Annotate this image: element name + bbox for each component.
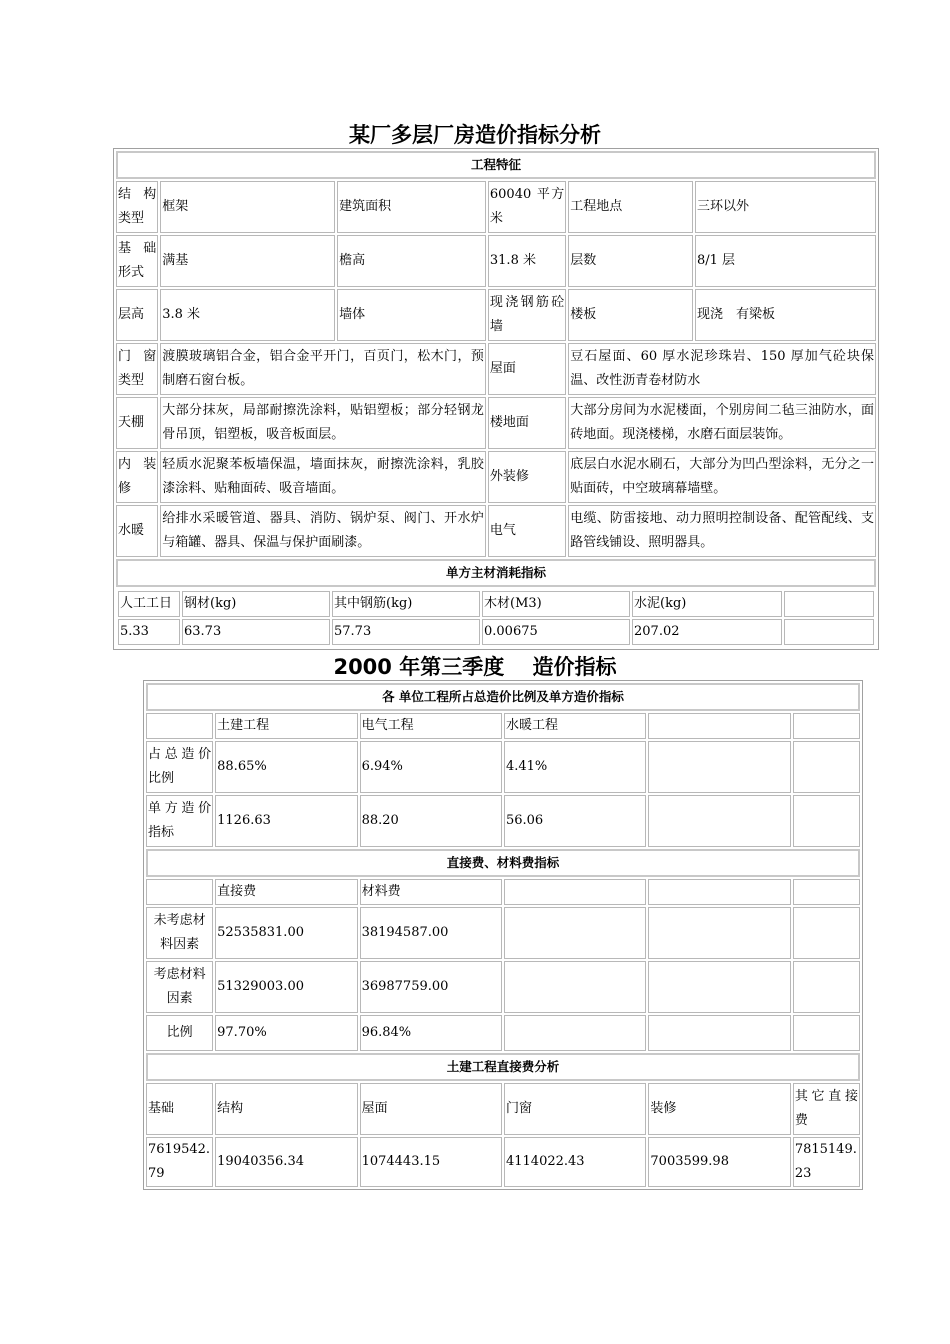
feature-label: 楼地面 bbox=[488, 397, 566, 449]
civil-header-cell: 结构 bbox=[215, 1083, 357, 1135]
materials-header-cell: 木材(M3) bbox=[482, 591, 630, 617]
feature-label: 内装修 bbox=[116, 451, 158, 503]
direct-cell bbox=[648, 1015, 790, 1051]
feature-value: 满基 bbox=[160, 235, 335, 287]
feature-label: 层高 bbox=[116, 289, 158, 341]
feature-value: 现浇钢筋砼墙 bbox=[488, 289, 566, 341]
direct-cell: 36987759.00 bbox=[360, 961, 502, 1013]
civil-value-cell: 1074443.15 bbox=[360, 1137, 502, 1187]
feature-label: 建筑面积 bbox=[337, 181, 486, 233]
materials-value-cell: 63.73 bbox=[182, 619, 330, 645]
section-header-unit: 各 单位工程所占总造价比例及单方造价指标 bbox=[146, 683, 860, 711]
feature-label: 电气 bbox=[488, 505, 566, 557]
materials-value-cell: 57.73 bbox=[332, 619, 480, 645]
materials-header-cell: 人工工日 bbox=[118, 591, 180, 617]
civil-value-cell: 7003599.98 bbox=[648, 1137, 790, 1187]
unit-row-label: 占总造价比例 bbox=[146, 741, 213, 793]
feature-value: 三环以外 bbox=[695, 181, 876, 233]
direct-header-cell bbox=[648, 879, 790, 905]
civil-header-cell: 其它直接费 bbox=[793, 1083, 860, 1135]
feature-value: 大部分抹灰，局部耐擦洗涂料，贴铝塑板；部分轻钢龙骨吊顶，铝塑板，吸音板面层。 bbox=[160, 397, 486, 449]
direct-cell: 38194587.00 bbox=[360, 907, 502, 959]
direct-header-cell bbox=[793, 879, 860, 905]
feature-label: 楼板 bbox=[568, 289, 693, 341]
feature-value: 现浇 有梁板 bbox=[695, 289, 876, 341]
feature-value: 框架 bbox=[160, 181, 335, 233]
section-header-materials: 单方主材消耗指标 bbox=[116, 559, 876, 587]
feature-label: 檐高 bbox=[337, 235, 486, 287]
direct-cell: 52535831.00 bbox=[215, 907, 357, 959]
direct-row-label: 考虑材料因素 bbox=[146, 961, 213, 1013]
feature-label: 外装修 bbox=[488, 451, 566, 503]
materials-header-cell: 钢材(kg) bbox=[182, 591, 330, 617]
unit-cell: 1126.63 bbox=[215, 795, 357, 847]
feature-value: 渡膜玻璃铝合金，铝合金平开门，百页门，松木门，预制磨石窗台板。 bbox=[160, 343, 486, 395]
direct-cell: 97.70% bbox=[215, 1015, 357, 1051]
cost-index-2000-table bbox=[143, 680, 863, 1190]
direct-header-cell: 材料费 bbox=[360, 879, 502, 905]
civil-value-cell: 7815149.23 bbox=[793, 1137, 860, 1187]
unit-cell: 4.41% bbox=[504, 741, 646, 793]
direct-row-label: 未考虑材料因素 bbox=[146, 907, 213, 959]
feature-value: 轻质水泥聚苯板墙保温，墙面抹灰，耐擦洗涂料，乳胶漆涂料、贴釉面砖、吸音墙面。 bbox=[160, 451, 486, 503]
direct-row-label: 比例 bbox=[146, 1015, 213, 1051]
unit-header-cell: 电气工程 bbox=[360, 713, 502, 739]
feature-value: 3.8 米 bbox=[160, 289, 335, 341]
direct-cell bbox=[504, 1015, 646, 1051]
unit-cell: 88.20 bbox=[360, 795, 502, 847]
materials-header-cell: 其中钢筋(kg) bbox=[332, 591, 480, 617]
direct-cell bbox=[793, 961, 860, 1013]
feature-value: 给排水采暖管道、器具、消防、锅炉泵、阀门、开水炉与箱罐、器具、保温与保护面刷漆。 bbox=[160, 505, 486, 557]
materials-table bbox=[116, 589, 876, 647]
cost-index-table bbox=[113, 148, 879, 650]
civil-value-cell: 4114022.43 bbox=[504, 1137, 646, 1187]
feature-label: 天棚 bbox=[116, 397, 158, 449]
materials-value-cell bbox=[784, 619, 874, 645]
unit-header-cell: 土建工程 bbox=[215, 713, 357, 739]
civil-header-cell: 屋面 bbox=[360, 1083, 502, 1135]
direct-cell: 96.84% bbox=[360, 1015, 502, 1051]
feature-value: 60040 平方米 bbox=[488, 181, 566, 233]
feature-value: 大部分房间为水泥楼面，个别房间二毡三油防水，面砖地面。现浇楼梯，水磨石面层装饰。 bbox=[568, 397, 876, 449]
materials-value-cell: 207.02 bbox=[632, 619, 782, 645]
page-title: 某厂多层厂房造价指标分析 bbox=[349, 123, 601, 147]
civil-header-cell: 门窗 bbox=[504, 1083, 646, 1135]
materials-header-cell: 水泥(kg) bbox=[632, 591, 782, 617]
unit-header-cell bbox=[146, 713, 213, 739]
section-header-features: 工程特征 bbox=[116, 151, 876, 179]
unit-cell: 88.65% bbox=[215, 741, 357, 793]
direct-cell bbox=[504, 961, 646, 1013]
unit-header-cell bbox=[648, 713, 790, 739]
direct-cell bbox=[793, 1015, 860, 1051]
direct-cell bbox=[793, 907, 860, 959]
feature-value: 豆石屋面、60 厚水泥珍珠岩、150 厚加气砼块保温、改性沥青卷材防水 bbox=[568, 343, 876, 395]
unit-cell bbox=[648, 741, 790, 793]
direct-header-cell bbox=[504, 879, 646, 905]
feature-value: 31.8 米 bbox=[488, 235, 566, 287]
feature-label: 水暖 bbox=[116, 505, 158, 557]
materials-value-cell: 5.33 bbox=[118, 619, 180, 645]
materials-value-cell: 0.00675 bbox=[482, 619, 630, 645]
section-header-direct: 直接费、材料费指标 bbox=[146, 849, 860, 877]
direct-cell: 51329003.00 bbox=[215, 961, 357, 1013]
direct-cell bbox=[504, 907, 646, 959]
unit-row-label: 单方造价指标 bbox=[146, 795, 213, 847]
feature-label: 层数 bbox=[568, 235, 693, 287]
feature-label: 结构类型 bbox=[116, 181, 158, 233]
unit-header-cell: 水暖工程 bbox=[504, 713, 646, 739]
direct-header-cell: 直接费 bbox=[215, 879, 357, 905]
civil-value-cell: 7619542.79 bbox=[146, 1137, 213, 1187]
direct-cell bbox=[648, 907, 790, 959]
civil-header-cell: 基础 bbox=[146, 1083, 213, 1135]
feature-value: 电缆、防雷接地、动力照明控制设备、配管配线、支路管线铺设、照明器具。 bbox=[568, 505, 876, 557]
feature-label: 基础形式 bbox=[116, 235, 158, 287]
civil-value-cell: 19040356.34 bbox=[215, 1137, 357, 1187]
materials-header-cell bbox=[784, 591, 874, 617]
feature-label: 门窗类型 bbox=[116, 343, 158, 395]
feature-value: 底层白水泥水刷石，大部分为凹凸型涂料，无分之一贴面砖，中空玻璃幕墙壁。 bbox=[568, 451, 876, 503]
unit-header-cell bbox=[793, 713, 860, 739]
section-header-civil: 土建工程直接费分析 bbox=[146, 1053, 860, 1081]
unit-cell bbox=[793, 741, 860, 793]
unit-cell bbox=[648, 795, 790, 847]
direct-header-cell bbox=[146, 879, 213, 905]
unit-cell bbox=[793, 795, 860, 847]
direct-cell bbox=[648, 961, 790, 1013]
feature-label: 工程地点 bbox=[568, 181, 693, 233]
unit-cell: 56.06 bbox=[504, 795, 646, 847]
unit-cell: 6.94% bbox=[360, 741, 502, 793]
feature-label: 屋面 bbox=[488, 343, 566, 395]
civil-header-cell: 装修 bbox=[648, 1083, 790, 1135]
feature-label: 墙体 bbox=[337, 289, 486, 341]
section-title: 2000 年第三季度 造价指标 bbox=[333, 655, 617, 679]
feature-value: 8/1 层 bbox=[695, 235, 876, 287]
